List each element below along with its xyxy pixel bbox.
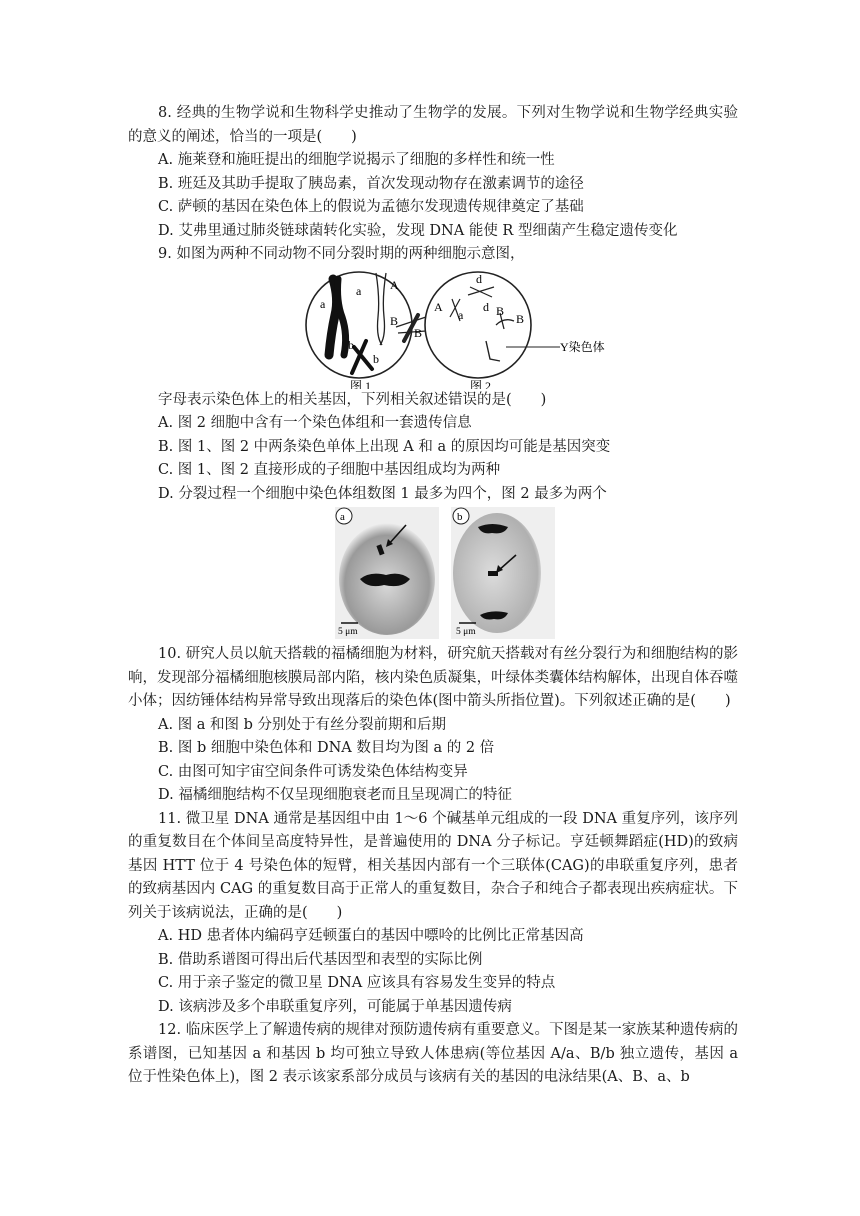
q8-option-b: B. 班廷及其助手提取了胰岛素，首次发现动物存在激素调节的途径 [158,175,584,192]
micrographs [128,507,738,641]
figure1-caption: 图 1 [350,378,372,389]
q10-option-b: B. 图 b 细胞中染色体和 DNA 数目均为图 a 的 2 倍 [158,740,495,756]
y-chromosome-label: Y染色体 [560,339,605,354]
q9-figure [128,269,738,389]
fig1-label-b1: b [348,337,354,352]
micrograph-a-label: a [340,511,345,523]
fig2-label-d1: d [476,271,482,286]
q9-option-b: B. 图 1、图 2 中两条染色单体上出现 A 和 a 的原因均可能是基因突变 [158,438,611,455]
q10-option-d: D. 福橘细胞结构不仅呈现细胞衰老而且呈现凋亡的特征 [158,787,512,803]
q9-option-d: D. 分裂过程一个细胞中染色体组数图 1 最多为四个，图 2 最多为两个 [158,485,607,502]
micrograph-b-scale: 5 μm [456,627,476,637]
q10-figure [128,507,738,641]
micrograph-a-scale: 5 μm [338,627,358,637]
fig1-label-a1: a [320,296,326,311]
document-body [128,102,738,1090]
q8-option-d: D. 艾弗里通过肺炎链球菌转化实验，发现 DNA 能使 R 型细菌产生稳定遗传变化 [158,222,678,239]
q10-option-a: A. 图 a 和图 b 分别处于有丝分裂前期和后期 [158,716,447,733]
q8-option-c: C. 萨顿的基因在染色体上的假说为孟德尔发现遗传规律奠定了基础 [158,199,584,215]
q9-option-c: C. 图 1、图 2 直接形成的子细胞中基因组成均为两种 [158,462,501,478]
fig1-label-A: A [390,277,399,292]
q10-option-c: C. 由图可知宇宙空间条件可诱发染色体结构变异 [158,763,468,780]
q11-option-d: D. 该病涉及多个串联重复序列，可能属于单基因遗传病 [158,998,512,1015]
q12-stem: 12. 临床医学上了解遗传病的规律对预防遗传病有重要意义。下图是某一家族某种遗传病的系谱图，已知基因 a 和基因 b 均可独立导致人体患病(等位基因 A/a、B/b 独立遗传，基因 a 位于性染色体上)，图 2 表示该家系部分成员与该病有关的基因的电泳结果(A、B、a、b [128,1022,738,1085]
cell-diagrams [128,269,738,389]
q9-stem: 9. 如图为两种不同动物不同分裂时期的两种细胞示意图， [158,246,525,262]
fig1-label-B2: B [414,325,423,340]
figure2-caption: 图 2 [470,378,492,389]
q9-option-a: A. 图 2 细胞中含有一个染色体组和一套遗传信息 [158,415,472,431]
micrograph-a [335,507,439,639]
q11-stem: 11. 微卫星 DNA 通常是基因组中由 1～6 个碱基单元组成的一段 DNA 重复序列，该序列的重复数目在个体间呈高度特异性，是普遍使用的 DNA 分子标记。亨廷顿舞蹈症(HD)的致病基因 HTT 位于 4 号染色体的短臂，相关基因内部有一个三联体(CAG)的串联重复序列，患者的致病基因内 CAG 的重复数目高于正常人的重复数目，杂合子和纯合子都表现出疾病症状。下列关于该病说法，正确的是( ) [128,810,738,921]
q8-option-a: A. 施莱登和施旺提出的细胞学说揭示了细胞的多样性和统一性 [158,152,555,168]
fig1-label-b2: b [373,351,379,366]
fig1-label-B1: B [390,313,399,328]
q11-option-c: C. 用于亲子鉴定的微卫星 DNA 应该具有容易发生变异的特点 [158,975,556,991]
q10-stem: 10. 研究人员以航天搭载的福橘细胞为材料，研究航天搭载对有丝分裂行为和细胞结构的影响，发现部分福橘细胞核膜局部内陷，核内染色质凝集，叶绿体类囊体结构解体，出现自体吞噬小体；因纺锤体结构异常导致出现落后的染色体(图中箭头所指位置)。下列叙述正确的是( ) [128,646,738,709]
fig2-label-B2: B [516,311,525,326]
micrograph-b-label: b [457,511,463,523]
fig1-label-a2: a [356,283,362,298]
figure1-cell [306,272,426,389]
q11-option-a: A. HD 患者体内编码亨廷顿蛋白的基因中嘌呤的比例比正常基因高 [158,928,584,944]
figure2-cell [425,272,605,389]
fig2-label-a: a [458,307,464,322]
q9-stem-continued: 字母表示染色体上的相关基因，下列相关叙述错误的是( ) [158,391,547,408]
micrograph-b [451,507,555,639]
fig2-label-d2: d [483,299,489,314]
q11-option-b: B. 借助系谱图可得出后代基因型和表型的实际比例 [158,951,483,968]
fig2-label-A: A [434,299,443,314]
q8-stem: 8. 经典的生物学说和生物科学史推动了生物学的发展。下列对生物学说和生物学经典实验的意义的阐述，恰当的一项是( ) [128,105,738,145]
fig2-label-B1: B [496,303,505,318]
